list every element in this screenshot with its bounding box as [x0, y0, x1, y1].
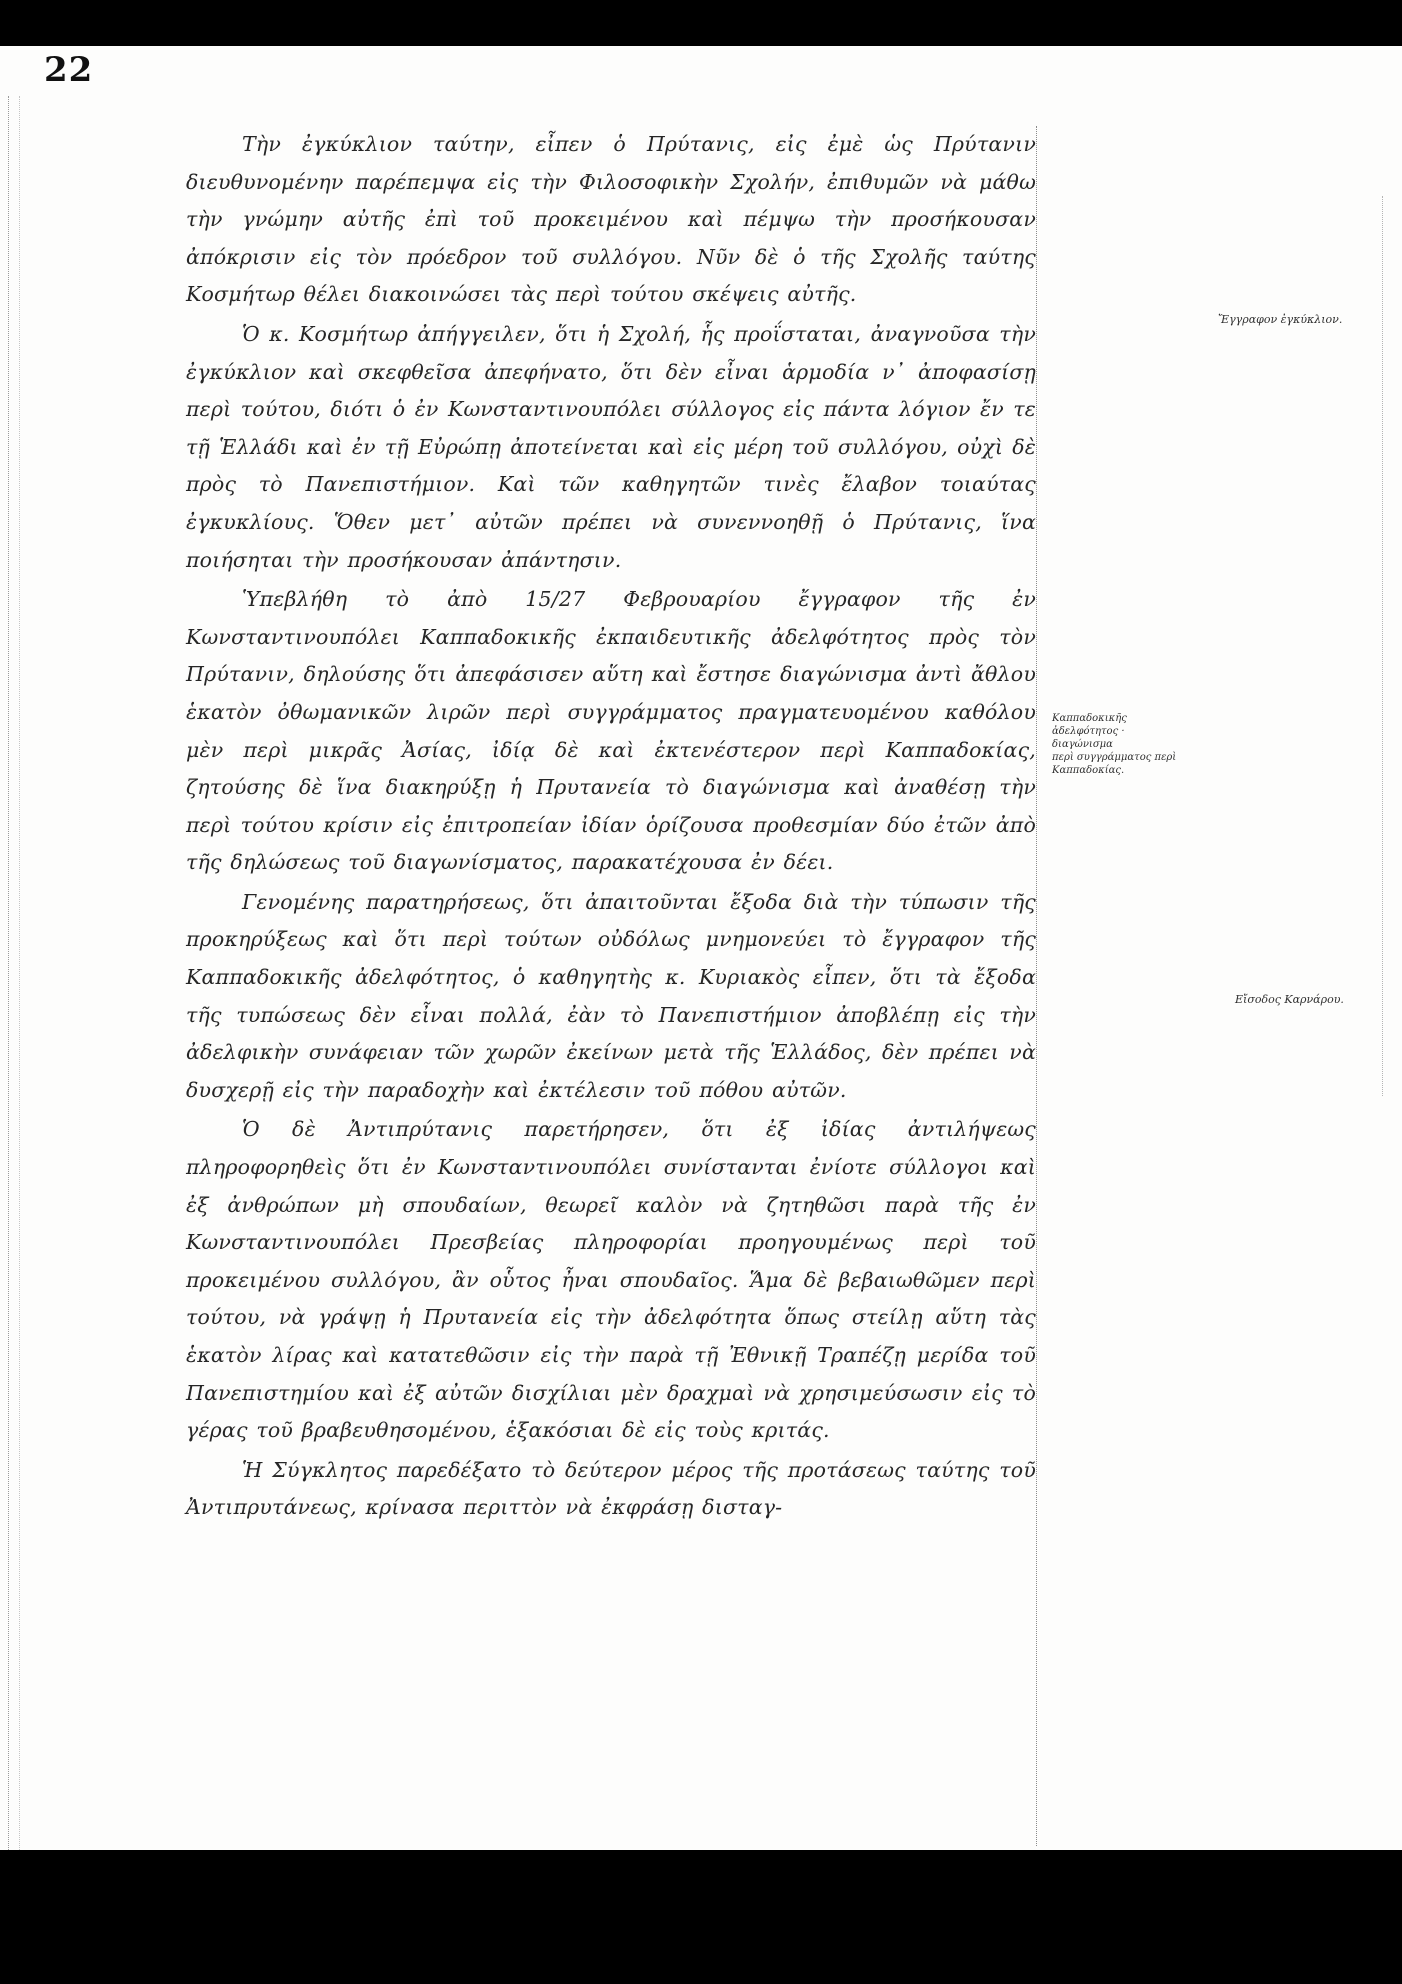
- paragraph-5: Ὁ δὲ Ἀντιπρύτανις παρετήρησεν, ὅτι ἐξ ἰδίας ἀντιλήψεως πληροφορηθεὶς ὅτι ἐν Κωνσταντινουπόλει συνίστανται ἐνίοτε σύλλογοι καὶ ἐξ ἀνθρώπων μὴ σπουδαίων, θεωρεῖ καλὸν νὰ ζητηθῶσι παρὰ τῆς ἐν Κωνσταντινουπόλει Πρεσβείας πληροφορίαι προηγουμένως περὶ τοῦ προκειμένου συλλόγου, ἂν οὗτος ἦναι σπουδαῖος. Ἅμα δὲ βεβαιωθῶμεν περὶ τούτου, νὰ γράψῃ ἡ Πρυτανεία εἰς τὴν ἀδελφότητα ὅπως στείλῃ αὕτη τὰς ἑκατὸν λίρας καὶ κατατεθῶσιν εἰς τὴν παρὰ τῇ Ἐθνικῇ Τραπέζῃ μερίδα τοῦ Πανεπιστημίου καὶ ἐξ αὐτῶν δισχίλιαι μὲν δραχμαὶ νὰ χρησιμεύσωσιν εἰς τὸ γέρας τοῦ βραβευθησομένου, ἑξακόσιαι δὲ εἰς τοὺς κριτάς.: [186, 1117, 1036, 1443]
- handwritten-text-block: [186, 126, 1037, 1846]
- scan-border-bottom: [0, 1850, 1402, 1984]
- paragraph-6: Ἡ Σύγκλητος παρεδέξατο τὸ δεύτερον μέρος τῆς προτάσεως ταύτης τοῦ Ἀντιπρυτάνεως, κρίνασα περιττὸν νὰ ἐκφράσῃ δισταγ-: [186, 1457, 1036, 1520]
- paragraph-2: Ὁ κ. Κοσμήτωρ ἀπήγγειλεν, ὅτι ἡ Σχολή, ἧς προΐσταται, ἀναγνοῦσα τὴν ἐγκύκλιον καὶ σκεφθεῖσα ἀπεφήνατο, ὅτι δὲν εἶναι ἁρμοδία ν᾽ ἀποφασίσῃ περὶ τούτου, διότι ὁ ἐν Κωνσταντινουπόλει σύλλογος εἰς πάντα λόγιον ἔν τε τῇ Ἑλλάδι καὶ ἐν τῇ Εὐρώπῃ ἀποτείνεται καὶ εἰς μέρη τοῦ συλλόγου, οὐχὶ δὲ πρὸς τὸ Πανεπιστήμιον. Καὶ τῶν καθηγητῶν τινὲς ἔλαβον τοιαύτας ἐγκυκλίους. Ὅθεν μετ᾽ αὐτῶν πρέπει νὰ συνεννοηθῇ ὁ Πρύτανις, ἵνα ποιήσηται τὴν προσήκουσαν ἀπάντησιν.: [186, 321, 1036, 572]
- paragraph-3: Ὑπεβλήθη τὸ ἀπὸ 15/27 Φεβρουαρίου ἔγγραφον τῆς ἐν Κωνσταντινουπόλει Καππαδοκικῆς ἐκπαιδευτικῆς ἀδελφότητος πρὸς τὸν Πρύτανιν, δηλούσης ὅτι ἀπεφάσισεν αὕτη καὶ ἔστησε διαγώνισμα ἀντὶ ἄθλου ἑκατὸν ὀθωμανικῶν λιρῶν περὶ συγγράμματος πραγματευομένου καθόλου μὲν περὶ μικρᾶς Ἀσίας, ἰδίᾳ δὲ καὶ ἐκτενέστερον περὶ Καππαδοκίας, ζητούσης δὲ ἵνα διακηρύξῃ ἡ Πρυτανεία τὸ διαγώνισμα καὶ ἀναθέσῃ τὴν περὶ τούτου κρίσιν εἰς ἐπιτροπείαν ἰδίαν ὁρίζουσα προθεσμίαν δύο ἐτῶν ἀπὸ τῆς δηλώσεως τοῦ διαγωνίσματος, παρακατέχουσα ἐν δέει.: [186, 587, 1036, 875]
- margin-note-entry: Εἴσοδος Καρνάρου.: [1235, 993, 1344, 1006]
- right-edge-marks: [1382, 196, 1389, 1096]
- scan-border-top: [0, 0, 1402, 46]
- margin-note-cappadocian-contest: Καππαδοκικῆς ἀδελφότητος · διαγώνισμα περὶ συγγράμματος περὶ Καππαδοκίας.: [1052, 713, 1177, 776]
- binding-edge: [8, 96, 20, 1886]
- margin-note-circular: Ἔγγραφον ἐγκύκλιον.: [1218, 313, 1343, 326]
- paragraph-1: Τὴν ἐγκύκλιον ταύτην, εἶπεν ὁ Πρύτανις, εἰς ἐμὲ ὡς Πρύτανιν διευθυνομένην παρέπεμψα εἰς τὴν Φιλοσοφικὴν Σχολήν, ἐπιθυμῶν νὰ μάθω τὴν γνώμην αὐτῆς ἐπὶ τοῦ προκειμένου καὶ πέμψω τὴν προσήκουσαν ἀπόκρισιν εἰς τὸν πρόεδρον τοῦ συλλόγου. Νῦν δὲ ὁ τῆς Σχολῆς ταύτης Κοσμήτωρ θέλει διακοινώσει τὰς περὶ τούτου σκέψεις αὐτῆς.: [186, 132, 1036, 307]
- page-number: 22: [44, 50, 94, 90]
- paragraph-4: Γενομένης παρατηρήσεως, ὅτι ἀπαιτοῦνται ἔξοδα διὰ τὴν τύπωσιν τῆς προκηρύξεως καὶ ὅτι περὶ τούτων οὐδόλως μνημονεύει τὸ ἔγγραφον τῆς Καππαδοκικῆς ἀδελφότητος, ὁ καθηγητὴς κ. Κυριακὸς εἶπεν, ὅτι τὰ ἔξοδα τῆς τυπώσεως δὲν εἶναι πολλά, ἐὰν τὸ Πανεπιστήμιον ἀποβλέπῃ εἰς τὴν ἀδελφικὴν συνάφειαν τῶν χωρῶν ἐκείνων μετὰ τῆς Ἑλλάδος, δὲν πρέπει νὰ δυσχερῇ εἰς τὴν παραδοχὴν καὶ ἐκτέλεσιν τοῦ πόθου αὐτῶν.: [186, 889, 1036, 1102]
